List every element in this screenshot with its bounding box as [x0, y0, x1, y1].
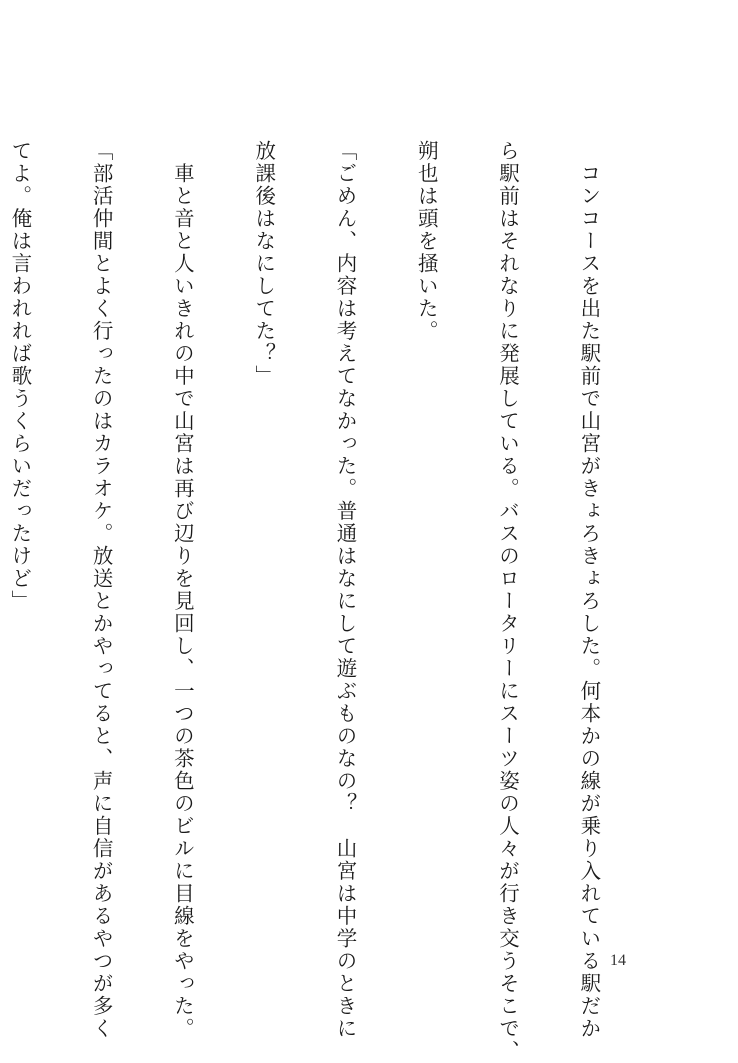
text-line: てよ。俺は言われれば歌うくらいだったけど」	[7, 140, 32, 613]
text-line: コンコースを出た駅前で山宮がきょろきょろした。何本かの線が乗り入れている駅だか	[576, 140, 601, 1040]
text-line: 「ごめん、内容は考えてなかった。普通はなにして遊ぶものなの？ 山宮は中学のときに	[332, 140, 357, 1040]
text-line: 朔也は頭を掻いた。	[414, 140, 439, 343]
text-line: 放課後はなにしてた？」	[251, 140, 276, 388]
text-line: ら駅前はそれなりに発展している。バスのロータリーにスーツ姿の人々が行き交うそこで、	[495, 140, 520, 1063]
text-line: 「部活仲間とよく行ったのはカラオケ。放送とかやってると、声に自信があるやつが多く	[89, 140, 114, 1040]
page-number: 14	[610, 952, 626, 969]
text-line: 車と音と人いきれの中で山宮は再び辺りを見回し、一つの茶色のビルに目線をやった。	[170, 140, 195, 1040]
